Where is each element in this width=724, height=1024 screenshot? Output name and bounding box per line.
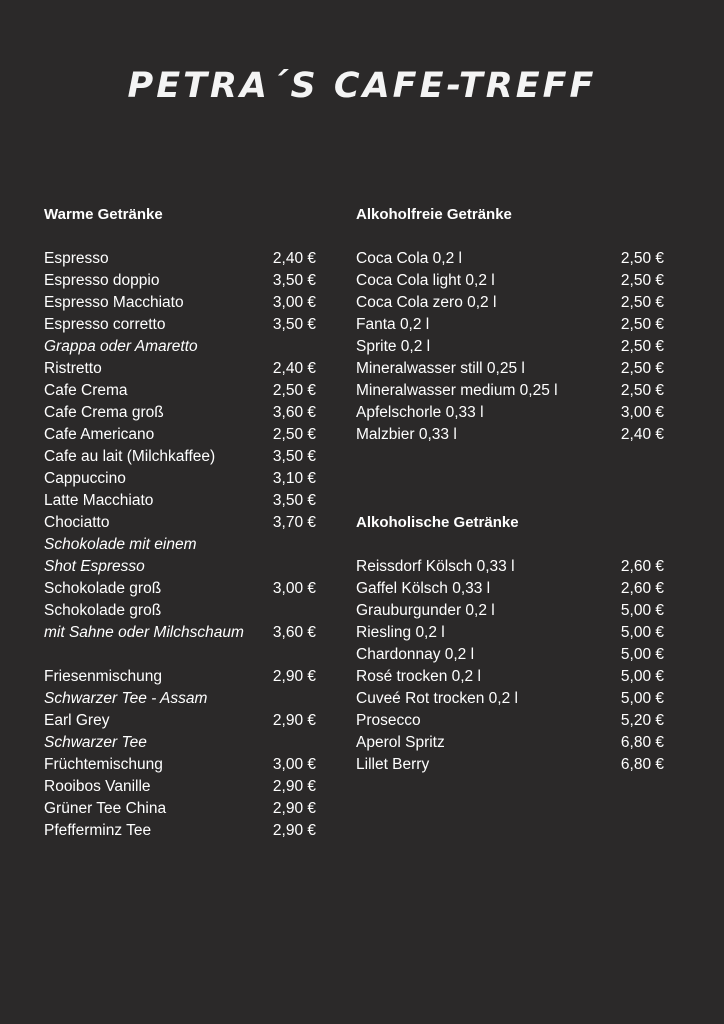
menu-item-price: 2,90 € (272, 822, 316, 839)
menu-item-name: Schokolade groß (44, 580, 162, 597)
menu-item-price: 6,80 € (620, 734, 664, 751)
menu-item (44, 512, 316, 534)
menu-item-price: 3,00 € (272, 294, 316, 311)
menu-item-name: Cafe Crema groß (44, 404, 164, 421)
menu-item-price: 2,60 € (620, 558, 664, 575)
menu-item-name: Cafe Crema (44, 382, 128, 399)
menu-item-name: Pfefferminz Tee (44, 822, 152, 839)
menu-item (44, 424, 316, 446)
menu-item-name: Gaffel Kölsch 0,33 l (356, 580, 491, 597)
menu-item-price: 3,00 € (272, 756, 316, 773)
menu-item-price: 3,10 € (272, 470, 316, 487)
menu-item-note: Schwarzer Tee (44, 734, 147, 751)
menu-item-name: Espresso Macchiato (44, 294, 184, 311)
menu-item-name: Rosé trocken 0,2 l (356, 668, 481, 685)
menu-item (44, 622, 316, 644)
menu-item-name: Riesling 0,2 l (356, 624, 445, 641)
menu-item-note: Schokolade mit einem (44, 536, 197, 553)
menu-item-price: 2,60 € (620, 580, 664, 597)
menu-item-name: Chociatto (44, 514, 110, 531)
menu-item-price: 3,50 € (272, 492, 316, 509)
menu-item (356, 578, 664, 600)
page-title: PETRA´S CAFE-TREFF (127, 66, 597, 106)
menu-item-price: 3,50 € (272, 448, 316, 465)
menu-item-name: Prosecco (356, 712, 421, 729)
menu-item (356, 754, 664, 776)
menu-item-name: Aperol Spritz (356, 734, 445, 751)
menu-item (356, 688, 664, 710)
menu-item (356, 556, 664, 578)
menu-item (44, 754, 316, 776)
menu-item-name: Schokolade groß (44, 602, 162, 619)
menu-item-price: 3,00 € (620, 404, 664, 421)
menu-item (356, 666, 664, 688)
menu-item-name: Lillet Berry (356, 756, 430, 773)
menu-item-price: 3,60 € (272, 624, 316, 641)
menu-item-price: 3,60 € (272, 404, 316, 421)
menu-item-name: Cuveé Rot trocken 0,2 l (356, 690, 518, 707)
menu-item-note: Grappa oder Amaretto (44, 338, 198, 355)
menu-item-name: Ristretto (44, 360, 102, 377)
section-heading: Warme Getränke (44, 206, 163, 223)
menu-item (356, 622, 664, 644)
menu-item (356, 600, 664, 622)
menu-item-price: 2,90 € (272, 778, 316, 795)
menu-item-price: 2,50 € (272, 382, 316, 399)
menu-item (356, 732, 664, 754)
menu-item-name: Coca Cola light 0,2 l (356, 272, 495, 289)
menu-item (44, 402, 316, 424)
menu-item (44, 798, 316, 820)
warm-drinks-list (44, 248, 316, 842)
menu-item (44, 710, 316, 732)
menu-item (356, 424, 664, 446)
menu-item (356, 710, 664, 732)
menu-item-name: Espresso (44, 250, 109, 267)
menu-item-name: Friesenmischung (44, 668, 163, 685)
menu-item-price: 2,50 € (620, 294, 664, 311)
menu-item-price: 5,00 € (620, 624, 664, 641)
menu-item-name: Malzbier 0,33 l (356, 426, 457, 443)
menu-item-note: mit Sahne oder Milchschaum (44, 624, 244, 641)
menu-item (44, 314, 316, 336)
menu-item-price: 2,90 € (272, 668, 316, 685)
menu-item-price: 2,40 € (620, 426, 664, 443)
menu-item-name: Fanta 0,2 l (356, 316, 430, 333)
menu-item-name: Coca Cola zero 0,2 l (356, 294, 497, 311)
menu-item (44, 248, 316, 270)
menu-item (44, 666, 316, 688)
menu-item-name: Sprite 0,2 l (356, 338, 431, 355)
menu-item-name: Rooibos Vanille (44, 778, 151, 795)
menu-item-name: Espresso doppio (44, 272, 160, 289)
menu-item-price: 2,50 € (620, 382, 664, 399)
menu-item-name: Cafe au lait (Milchkaffee) (44, 448, 216, 465)
menu-item (356, 292, 664, 314)
nonalcoholic-drinks-section (356, 204, 664, 776)
menu-item-price: 3,70 € (272, 514, 316, 531)
menu-item (44, 380, 316, 402)
menu-item (44, 600, 316, 622)
menu-item-name: Grüner Tee China (44, 800, 167, 817)
menu-item-price: 3,00 € (272, 580, 316, 597)
section-heading: Alkoholfreie Getränke (356, 206, 512, 223)
menu-item-price: 3,50 € (272, 316, 316, 333)
warm-drinks-section (44, 204, 316, 842)
menu-item-name: Apfelschorle 0,33 l (356, 404, 484, 421)
menu-item-name: Grauburgunder 0,2 l (356, 602, 495, 619)
menu-item (356, 358, 664, 380)
menu-item (44, 776, 316, 798)
menu-item-price: 2,50 € (620, 338, 664, 355)
section-heading: Alkoholische Getränke (356, 514, 519, 531)
menu-item-note: Shot Espresso (44, 558, 145, 575)
menu-item-price: 2,90 € (272, 800, 316, 817)
menu-item (356, 644, 664, 666)
menu-item-price: 5,00 € (620, 646, 664, 663)
menu-item-price: 5,00 € (620, 690, 664, 707)
menu-item-name: Cafe Americano (44, 426, 155, 443)
menu-item-price: 2,50 € (620, 316, 664, 333)
menu-item-name: Chardonnay 0,2 l (356, 646, 475, 663)
menu-item-price: 2,50 € (620, 250, 664, 267)
menu-item (44, 820, 316, 842)
nonalcoholic-drinks-list (356, 248, 664, 446)
menu-item-price: 2,50 € (272, 426, 316, 443)
menu-item-price: 5,00 € (620, 602, 664, 619)
menu-item-price: 5,20 € (620, 712, 664, 729)
menu-item-name: Reissdorf Kölsch 0,33 l (356, 558, 515, 575)
alcoholic-drinks-list (356, 556, 664, 776)
spacer (44, 644, 316, 666)
menu-item-price: 5,00 € (620, 668, 664, 685)
menu-item-price: 3,50 € (272, 272, 316, 289)
menu-item-note: Schwarzer Tee - Assam (44, 690, 208, 707)
menu-item-price: 2,50 € (620, 272, 664, 289)
menu-item-price: 2,90 € (272, 712, 316, 729)
menu-item (356, 248, 664, 270)
menu-item (356, 402, 664, 424)
menu-item-price: 6,80 € (620, 756, 664, 773)
menu-item (44, 468, 316, 490)
menu-item-name: Earl Grey (44, 712, 110, 729)
menu-item (44, 446, 316, 468)
menu-item-name: Mineralwasser still 0,25 l (356, 360, 525, 377)
menu-item-name: Cappuccino (44, 470, 126, 487)
menu-item (356, 336, 664, 358)
menu-item-price: 2,40 € (272, 360, 316, 377)
menu-item (44, 270, 316, 292)
menu-item (356, 380, 664, 402)
menu-item-name: Mineralwasser medium 0,25 l (356, 382, 558, 399)
menu-item (44, 490, 316, 512)
menu-item-price: 2,40 € (272, 250, 316, 267)
menu-item-name: Latte Macchiato (44, 492, 154, 509)
menu-item-price: 2,50 € (620, 360, 664, 377)
menu-item (356, 270, 664, 292)
menu-item (44, 292, 316, 314)
menu-item (44, 578, 316, 600)
menu-item-name: Espresso corretto (44, 316, 166, 333)
menu-item-name: Früchtemischung (44, 756, 163, 773)
menu-item-name: Coca Cola 0,2 l (356, 250, 462, 267)
menu-item (356, 314, 664, 336)
menu-item (44, 358, 316, 380)
